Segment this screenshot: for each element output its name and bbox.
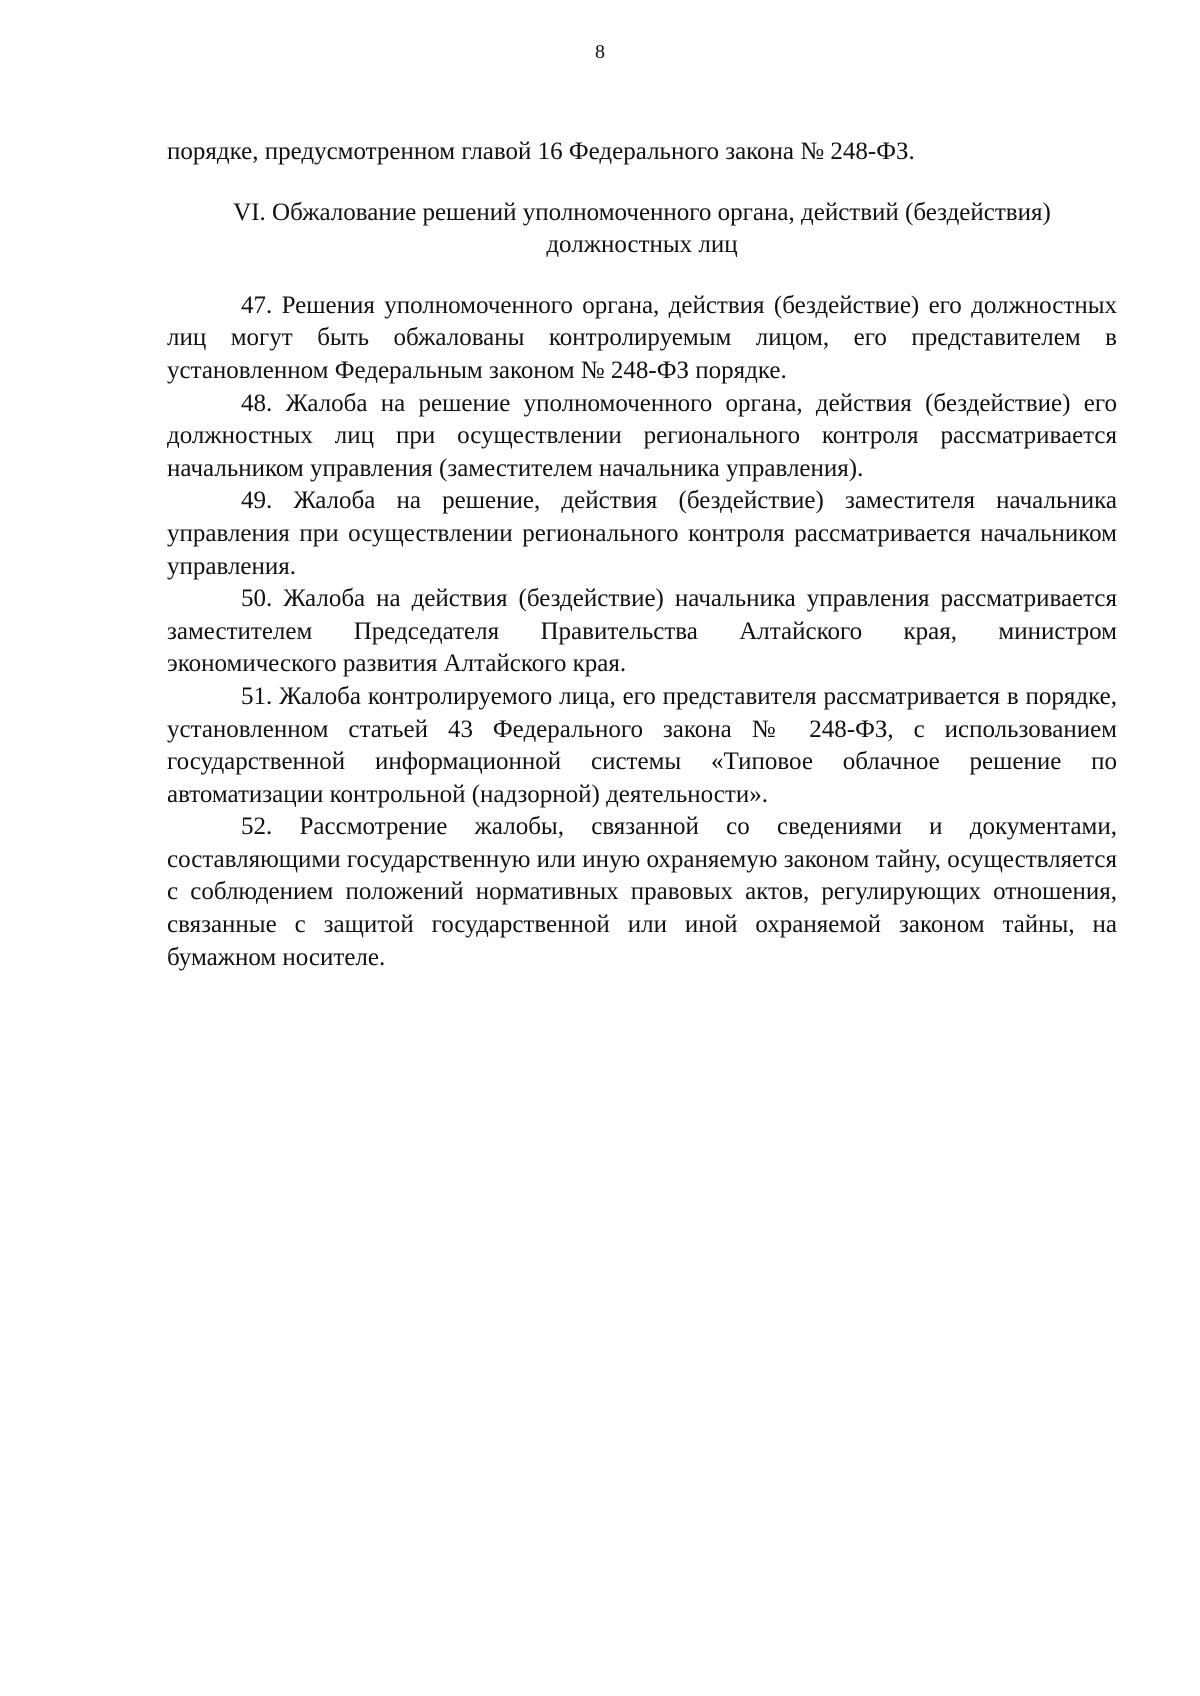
paragraph-47: 47. Решения уполномоченного органа, действия (бездействие) его должностных лиц могут быть обжалованы контролируемым лицом, его представителем в установленном Федеральным законом № 248-ФЗ порядке. [167,291,1117,384]
page-number: 8 [595,41,605,63]
paragraph-52: 52. Рассмотрение жалобы, связанной со сведениями и документами, составляющими государственную или иную охраняемую законом тайну, осуществляется с соблюдением положений нормативных правовых актов, регулирующих отношения, связанные с защитой государственной или иной охраняемой законом тайны, на бумажном носителе. [167,813,1117,971]
paragraph-51: 51. Жалоба контролируемого лица, его представителя рассматривается в порядке, установленном статьей 43 Федерального закона № 248-ФЗ, с использованием государственной информационной системы «Типовое облачное решение по автоматизации контрольной (надзорной) деятельности». [167,682,1117,808]
paragraph-48: 48. Жалоба на решение уполномоченного органа, действия (бездействие) его должностных лиц при осуществлении регионального контроля рассматривается начальником управления (заместителем начальника управления). [167,389,1117,482]
paragraph-49: 49. Жалоба на решение, действия (бездействие) заместителя начальника управления при осуществлении регионального контроля рассматривается начальником управления. [167,487,1117,580]
paragraph-50: 50. Жалоба на действия (бездействие) начальника управления рассматривается заместителем Председателя Правительства Алтайского края, министром экономического развития Алтайского края. [167,585,1117,678]
section-heading-line-2: должностных лиц [546,231,738,259]
document-body [167,136,1117,974]
continuation-text: порядке, предусмотренном главой 16 Федерального закона № 248-ФЗ. [167,138,915,165]
section-heading [167,197,1117,262]
section-heading-line-1: VI. Обжалование решений уполномоченного органа, действий (бездействия) [233,198,1051,226]
